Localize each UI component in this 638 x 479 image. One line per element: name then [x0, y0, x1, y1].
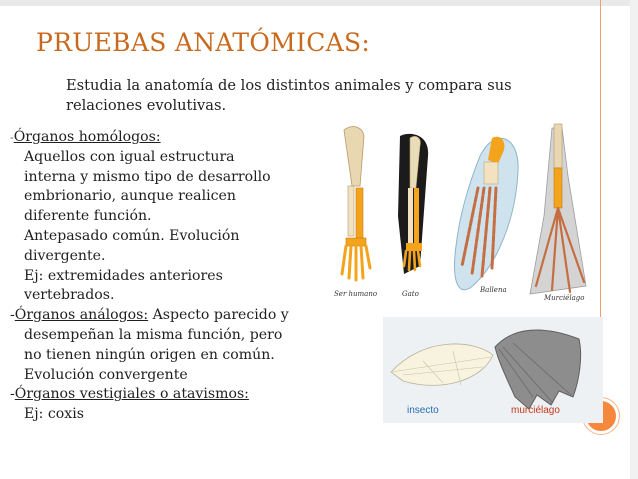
- analogos-evol: Evolución convergente: [24, 366, 188, 383]
- human-arm-illustration: [342, 127, 370, 280]
- analogos-def-inline: Aspecto parecido y: [148, 307, 289, 324]
- homologos-def-4: diferente función.: [24, 208, 152, 225]
- slide-title: PRUEBAS ANATÓMICAS:: [36, 28, 371, 57]
- intro-text: [66, 76, 576, 116]
- label-insecto: insecto: [407, 405, 439, 416]
- frame-right-border: [630, 0, 638, 479]
- homologous-limbs-figure: [330, 116, 592, 306]
- whale-flipper-illustration: [455, 137, 519, 290]
- analogos-def-1: desempeñan la misma función, pero: [24, 326, 283, 343]
- homologos-def-2: interna y mismo tipo de desarrollo: [24, 168, 271, 185]
- vestigiales-heading-line: -Órganos vestigiales o atavismos:: [10, 386, 249, 403]
- analogos-heading-line: -Órganos análogos: Aspecto parecido y: [10, 307, 289, 324]
- label-gato: Gato: [402, 290, 419, 298]
- bat-wing-illustration: [530, 124, 586, 294]
- homologos-heading-line: [10, 128, 330, 148]
- body-text: [10, 128, 330, 425]
- label-murcielago-wing: murciélago: [511, 405, 560, 416]
- intro-line-2: relaciones evolutivas.: [66, 97, 227, 114]
- analogous-wings-figure: [383, 317, 603, 423]
- homologos-ej-2: vertebrados.: [24, 287, 115, 304]
- analogos-def-2: no tienen ningún origen en común.: [24, 346, 275, 363]
- label-ser-humano: Ser humano: [334, 290, 378, 298]
- bullet-dash: -: [10, 131, 14, 144]
- label-ballena: Ballena: [480, 286, 507, 294]
- analogos-heading: Órganos análogos:: [14, 307, 149, 324]
- cat-leg-illustration: [398, 134, 428, 274]
- homologos-heading: Órganos homólogos:: [13, 129, 161, 145]
- homologos-evol-1: Antepasado común. Evolución: [24, 227, 240, 244]
- homologos-ej-1: Ej: extremidades anteriores: [24, 267, 223, 284]
- intro-line-1: Estudia la anatomía de los distintos animales y compara sus: [66, 77, 512, 94]
- vestigiales-heading: Órganos vestigiales o atavismos:: [14, 386, 249, 403]
- vestigiales-ej: Ej: coxis: [24, 406, 84, 423]
- homologos-def-3: embrionario, aunque realicen: [24, 188, 236, 205]
- homologos-evol-2: divergente.: [24, 247, 106, 264]
- label-murcielago: Murciélago: [544, 294, 585, 302]
- homologos-def-1: Aquellos con igual estructura: [24, 148, 235, 165]
- frame-top-border: [0, 0, 638, 6]
